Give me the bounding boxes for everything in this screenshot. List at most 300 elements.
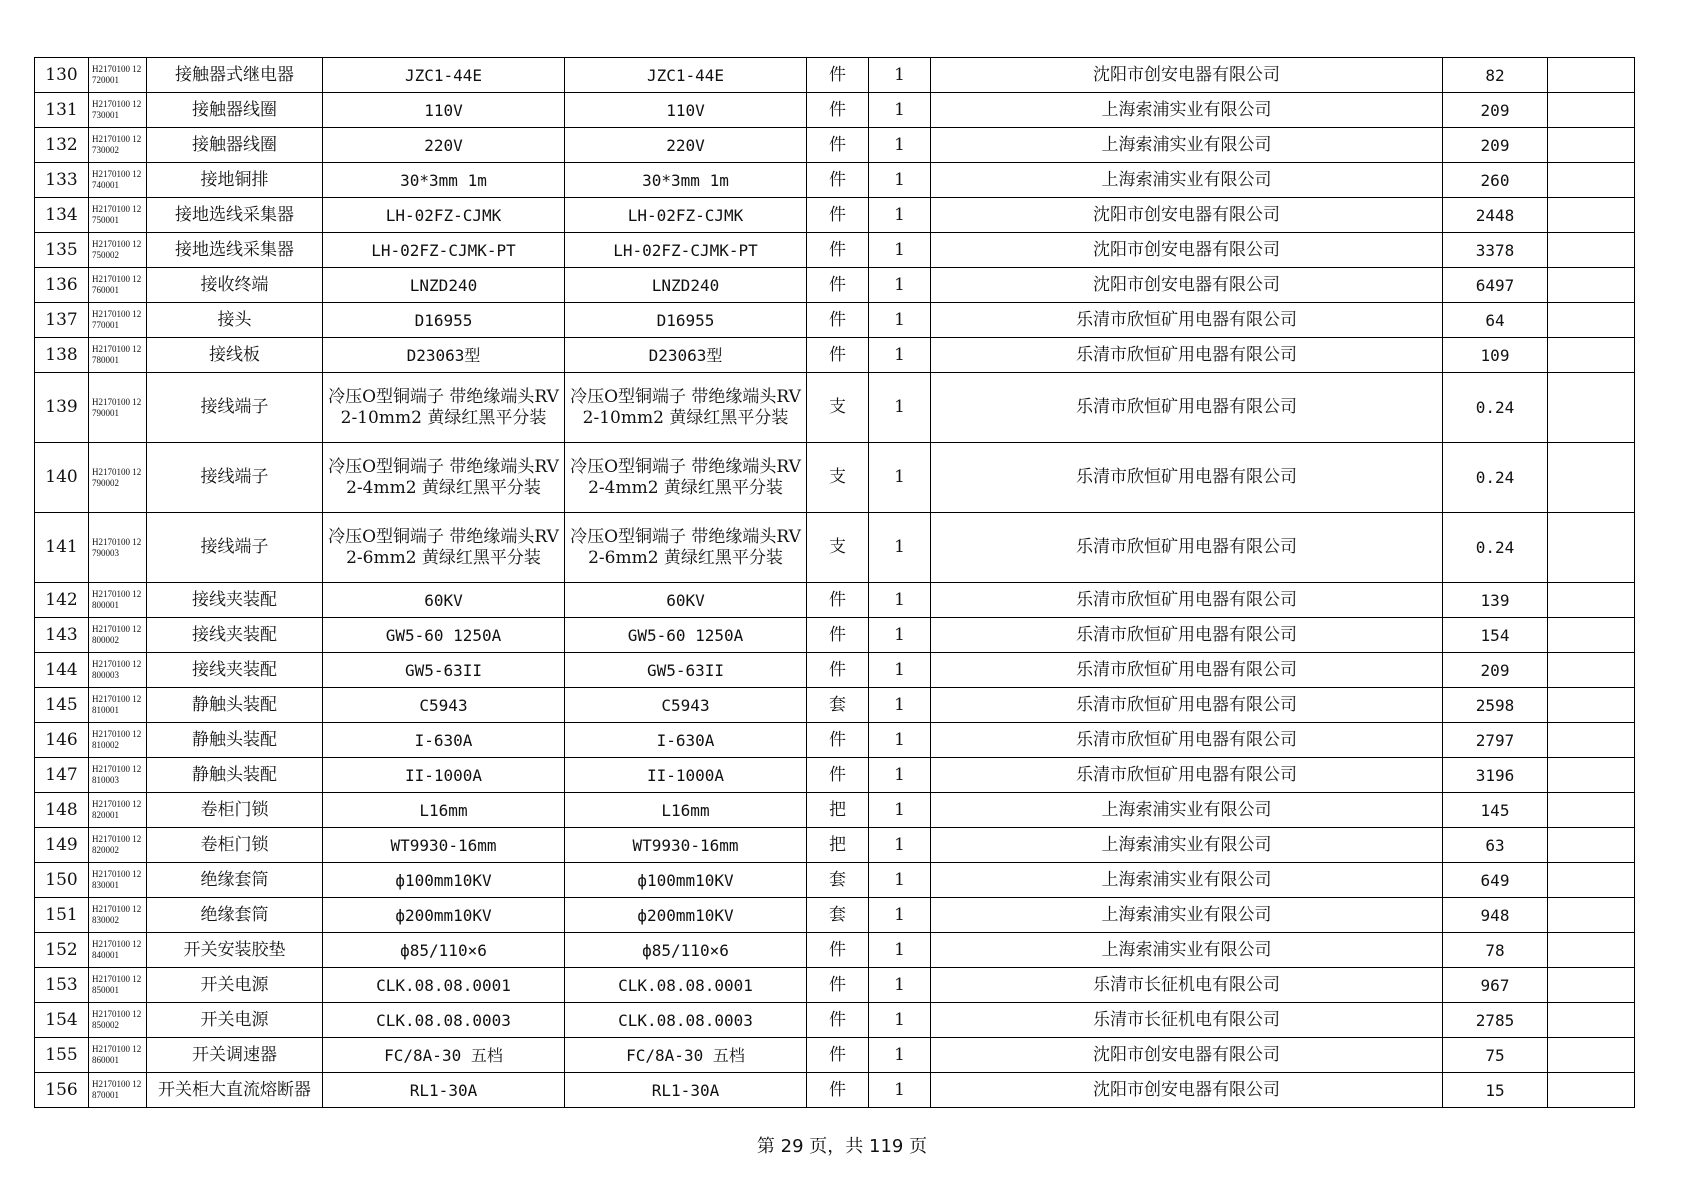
item-unit: 把 <box>807 828 869 863</box>
item-price: 948 <box>1443 898 1548 933</box>
table-row <box>35 1003 1635 1038</box>
table-row <box>35 128 1635 163</box>
item-note <box>1548 93 1635 128</box>
item-name: 开关安装胶垫 <box>147 933 323 968</box>
item-supplier: 上海索浦实业有限公司 <box>931 863 1443 898</box>
item-qty: 1 <box>869 268 931 303</box>
item-code: H2170100 12790001 <box>89 373 147 443</box>
item-qty: 1 <box>869 968 931 1003</box>
item-unit: 件 <box>807 1003 869 1038</box>
item-note <box>1548 268 1635 303</box>
item-price: 109 <box>1443 338 1548 373</box>
item-code: H2170100 12750001 <box>89 198 147 233</box>
item-price: 0.24 <box>1443 373 1548 443</box>
item-price: 0.24 <box>1443 513 1548 583</box>
row-number: 153 <box>35 968 89 1003</box>
item-price: 145 <box>1443 793 1548 828</box>
item-unit: 件 <box>807 758 869 793</box>
item-model: 110V <box>565 93 807 128</box>
item-spec: LNZD240 <box>323 268 565 303</box>
item-supplier: 沈阳市创安电器有限公司 <box>931 233 1443 268</box>
item-name: 绝缘套筒 <box>147 863 323 898</box>
item-code: H2170100 12760001 <box>89 268 147 303</box>
item-qty: 1 <box>869 583 931 618</box>
item-name: 静触头装配 <box>147 688 323 723</box>
item-model: GW5-60 1250A <box>565 618 807 653</box>
item-name: 卷柜门锁 <box>147 793 323 828</box>
item-note <box>1548 198 1635 233</box>
row-number: 143 <box>35 618 89 653</box>
item-spec: GW5-60 1250A <box>323 618 565 653</box>
item-note <box>1548 793 1635 828</box>
item-code: H2170100 12790003 <box>89 513 147 583</box>
item-model: D16955 <box>565 303 807 338</box>
item-name: 卷柜门锁 <box>147 828 323 863</box>
item-note <box>1548 688 1635 723</box>
item-unit: 件 <box>807 163 869 198</box>
item-note <box>1548 58 1635 93</box>
item-qty: 1 <box>869 1073 931 1108</box>
item-unit: 件 <box>807 933 869 968</box>
table-row <box>35 758 1635 793</box>
item-spec: 220V <box>323 128 565 163</box>
item-qty: 1 <box>869 1038 931 1073</box>
item-unit: 件 <box>807 968 869 1003</box>
row-number: 138 <box>35 338 89 373</box>
item-spec: 60KV <box>323 583 565 618</box>
row-number: 141 <box>35 513 89 583</box>
item-unit: 件 <box>807 723 869 758</box>
item-code: H2170100 12750002 <box>89 233 147 268</box>
item-note <box>1548 338 1635 373</box>
item-name: 接收终端 <box>147 268 323 303</box>
item-note <box>1548 898 1635 933</box>
item-spec: 冷压O型铜端子 带绝缘端头RV2-4mm2 黄绿红黑平分装 <box>323 443 565 513</box>
total-pages: 119 <box>869 1136 904 1157</box>
item-model: ф100mm10KV <box>565 863 807 898</box>
item-supplier: 乐清市欣恒矿用电器有限公司 <box>931 373 1443 443</box>
item-qty: 1 <box>869 128 931 163</box>
item-code: H2170100 12790002 <box>89 443 147 513</box>
item-supplier: 乐清市长征机电有限公司 <box>931 968 1443 1003</box>
item-price: 3196 <box>1443 758 1548 793</box>
item-price: 2785 <box>1443 1003 1548 1038</box>
item-model: 30*3mm 1m <box>565 163 807 198</box>
table-row <box>35 723 1635 758</box>
item-spec: FC/8A-30 五档 <box>323 1038 565 1073</box>
item-code: H2170100 12860001 <box>89 1038 147 1073</box>
item-name: 接线板 <box>147 338 323 373</box>
item-supplier: 乐清市欣恒矿用电器有限公司 <box>931 303 1443 338</box>
item-code: H2170100 12830002 <box>89 898 147 933</box>
item-spec: JZC1-44E <box>323 58 565 93</box>
item-name: 接线夹装配 <box>147 653 323 688</box>
item-name: 开关调速器 <box>147 1038 323 1073</box>
item-note <box>1548 303 1635 338</box>
table-row <box>35 863 1635 898</box>
item-name: 开关柜大直流熔断器 <box>147 1073 323 1108</box>
item-model: LNZD240 <box>565 268 807 303</box>
table-row <box>35 163 1635 198</box>
item-code: H2170100 12810002 <box>89 723 147 758</box>
item-code: H2170100 12770001 <box>89 303 147 338</box>
row-number: 135 <box>35 233 89 268</box>
item-supplier: 上海索浦实业有限公司 <box>931 933 1443 968</box>
item-supplier: 沈阳市创安电器有限公司 <box>931 1038 1443 1073</box>
item-qty: 1 <box>869 373 931 443</box>
item-name: 静触头装配 <box>147 723 323 758</box>
item-model: C5943 <box>565 688 807 723</box>
item-unit: 套 <box>807 688 869 723</box>
item-price: 967 <box>1443 968 1548 1003</box>
item-price: 3378 <box>1443 233 1548 268</box>
table-row <box>35 268 1635 303</box>
footer-suffix: 页 <box>909 1136 928 1157</box>
item-model: CLK.08.08.0001 <box>565 968 807 1003</box>
footer-prefix: 第 <box>756 1136 775 1157</box>
item-name: 开关电源 <box>147 1003 323 1038</box>
item-name: 开关电源 <box>147 968 323 1003</box>
item-qty: 1 <box>869 338 931 373</box>
item-code: H2170100 12780001 <box>89 338 147 373</box>
item-name: 绝缘套筒 <box>147 898 323 933</box>
table-row <box>35 828 1635 863</box>
item-code: H2170100 12850002 <box>89 1003 147 1038</box>
row-number: 144 <box>35 653 89 688</box>
item-model: L16mm <box>565 793 807 828</box>
item-qty: 1 <box>869 513 931 583</box>
item-qty: 1 <box>869 93 931 128</box>
item-model: ф85/110×6 <box>565 933 807 968</box>
page-footer <box>0 1132 1684 1158</box>
row-number: 139 <box>35 373 89 443</box>
item-spec: ф85/110×6 <box>323 933 565 968</box>
row-number: 149 <box>35 828 89 863</box>
item-supplier: 沈阳市创安电器有限公司 <box>931 198 1443 233</box>
item-model: 冷压O型铜端子 带绝缘端头RV2-6mm2 黄绿红黑平分装 <box>565 513 807 583</box>
item-note <box>1548 1038 1635 1073</box>
item-note <box>1548 233 1635 268</box>
item-price: 260 <box>1443 163 1548 198</box>
item-model: 冷压O型铜端子 带绝缘端头RV2-10mm2 黄绿红黑平分装 <box>565 373 807 443</box>
item-code: H2170100 12830001 <box>89 863 147 898</box>
item-spec: D23063型 <box>323 338 565 373</box>
item-code: H2170100 12810003 <box>89 758 147 793</box>
row-number: 156 <box>35 1073 89 1108</box>
item-code: H2170100 12730002 <box>89 128 147 163</box>
item-qty: 1 <box>869 443 931 513</box>
item-unit: 支 <box>807 373 869 443</box>
item-spec: 30*3mm 1m <box>323 163 565 198</box>
item-price: 2598 <box>1443 688 1548 723</box>
item-spec: ф200mm10KV <box>323 898 565 933</box>
item-supplier: 乐清市长征机电有限公司 <box>931 1003 1443 1038</box>
item-code: H2170100 12800002 <box>89 618 147 653</box>
item-model: ф200mm10KV <box>565 898 807 933</box>
item-unit: 件 <box>807 653 869 688</box>
table-row <box>35 373 1635 443</box>
item-unit: 套 <box>807 863 869 898</box>
item-note <box>1548 373 1635 443</box>
item-model: 60KV <box>565 583 807 618</box>
item-code: H2170100 12820001 <box>89 793 147 828</box>
row-number: 142 <box>35 583 89 618</box>
item-unit: 支 <box>807 443 869 513</box>
item-code: H2170100 12850001 <box>89 968 147 1003</box>
row-number: 151 <box>35 898 89 933</box>
item-code: H2170100 12730001 <box>89 93 147 128</box>
item-price: 63 <box>1443 828 1548 863</box>
item-supplier: 上海索浦实业有限公司 <box>931 828 1443 863</box>
row-number: 148 <box>35 793 89 828</box>
item-spec: 冷压O型铜端子 带绝缘端头RV2-6mm2 黄绿红黑平分装 <box>323 513 565 583</box>
item-spec: I-630A <box>323 723 565 758</box>
item-price: 64 <box>1443 303 1548 338</box>
row-number: 146 <box>35 723 89 758</box>
row-number: 134 <box>35 198 89 233</box>
item-note <box>1548 128 1635 163</box>
item-unit: 件 <box>807 583 869 618</box>
item-qty: 1 <box>869 793 931 828</box>
item-unit: 件 <box>807 198 869 233</box>
item-code: H2170100 12800001 <box>89 583 147 618</box>
item-unit: 件 <box>807 128 869 163</box>
item-name: 静触头装配 <box>147 758 323 793</box>
item-qty: 1 <box>869 198 931 233</box>
item-note <box>1548 653 1635 688</box>
item-qty: 1 <box>869 653 931 688</box>
item-supplier: 沈阳市创安电器有限公司 <box>931 1073 1443 1108</box>
item-name: 接线端子 <box>147 513 323 583</box>
item-model: FC/8A-30 五档 <box>565 1038 807 1073</box>
item-qty: 1 <box>869 233 931 268</box>
table-row <box>35 513 1635 583</box>
item-note <box>1548 968 1635 1003</box>
item-name: 接触器线圈 <box>147 128 323 163</box>
item-note <box>1548 758 1635 793</box>
item-supplier: 上海索浦实业有限公司 <box>931 793 1443 828</box>
item-unit: 把 <box>807 793 869 828</box>
row-number: 137 <box>35 303 89 338</box>
table-row <box>35 968 1635 1003</box>
item-note <box>1548 723 1635 758</box>
item-name: 接地铜排 <box>147 163 323 198</box>
item-price: 2448 <box>1443 198 1548 233</box>
item-spec: GW5-63II <box>323 653 565 688</box>
row-number: 136 <box>35 268 89 303</box>
item-model: 220V <box>565 128 807 163</box>
item-spec: WT9930-16mm <box>323 828 565 863</box>
item-price: 649 <box>1443 863 1548 898</box>
item-price: 82 <box>1443 58 1548 93</box>
item-supplier: 乐清市欣恒矿用电器有限公司 <box>931 583 1443 618</box>
item-name: 接地选线采集器 <box>147 233 323 268</box>
item-code: H2170100 12800003 <box>89 653 147 688</box>
item-spec: C5943 <box>323 688 565 723</box>
item-model: WT9930-16mm <box>565 828 807 863</box>
item-supplier: 上海索浦实业有限公司 <box>931 163 1443 198</box>
item-name: 接触器式继电器 <box>147 58 323 93</box>
item-qty: 1 <box>869 58 931 93</box>
table-row <box>35 898 1635 933</box>
table-row <box>35 653 1635 688</box>
item-qty: 1 <box>869 933 931 968</box>
item-price: 0.24 <box>1443 443 1548 513</box>
item-name: 接线端子 <box>147 373 323 443</box>
parts-table <box>34 57 1635 1108</box>
item-name: 接线夹装配 <box>147 583 323 618</box>
item-qty: 1 <box>869 163 931 198</box>
item-supplier: 上海索浦实业有限公司 <box>931 898 1443 933</box>
item-model: D23063型 <box>565 338 807 373</box>
table-row <box>35 233 1635 268</box>
item-qty: 1 <box>869 828 931 863</box>
item-price: 6497 <box>1443 268 1548 303</box>
item-spec: CLK.08.08.0001 <box>323 968 565 1003</box>
item-code: H2170100 12840001 <box>89 933 147 968</box>
row-number: 154 <box>35 1003 89 1038</box>
row-number: 132 <box>35 128 89 163</box>
item-spec: 冷压O型铜端子 带绝缘端头RV2-10mm2 黄绿红黑平分装 <box>323 373 565 443</box>
current-page: 29 <box>780 1136 804 1157</box>
item-unit: 件 <box>807 268 869 303</box>
row-number: 140 <box>35 443 89 513</box>
item-model: RL1-30A <box>565 1073 807 1108</box>
item-supplier: 乐清市欣恒矿用电器有限公司 <box>931 758 1443 793</box>
item-model: GW5-63II <box>565 653 807 688</box>
item-supplier: 上海索浦实业有限公司 <box>931 93 1443 128</box>
row-number: 131 <box>35 93 89 128</box>
item-supplier: 乐清市欣恒矿用电器有限公司 <box>931 513 1443 583</box>
item-unit: 套 <box>807 898 869 933</box>
item-code: H2170100 12720001 <box>89 58 147 93</box>
item-supplier: 沈阳市创安电器有限公司 <box>931 268 1443 303</box>
item-qty: 1 <box>869 898 931 933</box>
item-supplier: 乐清市欣恒矿用电器有限公司 <box>931 443 1443 513</box>
item-note <box>1548 863 1635 898</box>
item-qty: 1 <box>869 303 931 338</box>
item-price: 209 <box>1443 653 1548 688</box>
item-price: 209 <box>1443 128 1548 163</box>
row-number: 155 <box>35 1038 89 1073</box>
table-row <box>35 688 1635 723</box>
item-code: H2170100 12820002 <box>89 828 147 863</box>
item-model: CLK.08.08.0003 <box>565 1003 807 1038</box>
table-row <box>35 933 1635 968</box>
item-price: 15 <box>1443 1073 1548 1108</box>
item-note <box>1548 618 1635 653</box>
item-supplier: 乐清市欣恒矿用电器有限公司 <box>931 688 1443 723</box>
item-name: 接线夹装配 <box>147 618 323 653</box>
table-row <box>35 793 1635 828</box>
table-row <box>35 93 1635 128</box>
table-row <box>35 1038 1635 1073</box>
item-spec: LH-02FZ-CJMK <box>323 198 565 233</box>
item-supplier: 乐清市欣恒矿用电器有限公司 <box>931 653 1443 688</box>
item-price: 154 <box>1443 618 1548 653</box>
item-note <box>1548 933 1635 968</box>
item-spec: L16mm <box>323 793 565 828</box>
item-supplier: 沈阳市创安电器有限公司 <box>931 58 1443 93</box>
item-name: 接触器线圈 <box>147 93 323 128</box>
item-price: 78 <box>1443 933 1548 968</box>
item-price: 139 <box>1443 583 1548 618</box>
item-supplier: 上海索浦实业有限公司 <box>931 128 1443 163</box>
item-name: 接线端子 <box>147 443 323 513</box>
item-unit: 支 <box>807 513 869 583</box>
item-note <box>1548 583 1635 618</box>
table-row <box>35 198 1635 233</box>
item-unit: 件 <box>807 303 869 338</box>
row-number: 145 <box>35 688 89 723</box>
item-note <box>1548 828 1635 863</box>
item-unit: 件 <box>807 58 869 93</box>
table-row <box>35 58 1635 93</box>
item-unit: 件 <box>807 1038 869 1073</box>
item-qty: 1 <box>869 688 931 723</box>
item-qty: 1 <box>869 618 931 653</box>
item-model: II-1000A <box>565 758 807 793</box>
row-number: 150 <box>35 863 89 898</box>
item-supplier: 乐清市欣恒矿用电器有限公司 <box>931 338 1443 373</box>
row-number: 133 <box>35 163 89 198</box>
table-row <box>35 338 1635 373</box>
item-supplier: 乐清市欣恒矿用电器有限公司 <box>931 618 1443 653</box>
item-spec: CLK.08.08.0003 <box>323 1003 565 1038</box>
table-row <box>35 583 1635 618</box>
item-note <box>1548 163 1635 198</box>
item-supplier: 乐清市欣恒矿用电器有限公司 <box>931 723 1443 758</box>
item-spec: D16955 <box>323 303 565 338</box>
item-name: 接头 <box>147 303 323 338</box>
item-model: I-630A <box>565 723 807 758</box>
item-spec: 110V <box>323 93 565 128</box>
item-note <box>1548 513 1635 583</box>
item-spec: LH-02FZ-CJMK-PT <box>323 233 565 268</box>
item-spec: ф100mm10KV <box>323 863 565 898</box>
item-note <box>1548 1003 1635 1038</box>
item-price: 75 <box>1443 1038 1548 1073</box>
item-name: 接地选线采集器 <box>147 198 323 233</box>
item-qty: 1 <box>869 863 931 898</box>
item-note <box>1548 1073 1635 1108</box>
footer-middle: 页，共 <box>809 1136 864 1157</box>
item-qty: 1 <box>869 758 931 793</box>
item-spec: II-1000A <box>323 758 565 793</box>
row-number: 147 <box>35 758 89 793</box>
item-note <box>1548 443 1635 513</box>
item-price: 209 <box>1443 93 1548 128</box>
item-qty: 1 <box>869 1003 931 1038</box>
item-unit: 件 <box>807 93 869 128</box>
item-unit: 件 <box>807 618 869 653</box>
item-price: 2797 <box>1443 723 1548 758</box>
row-number: 130 <box>35 58 89 93</box>
item-spec: RL1-30A <box>323 1073 565 1108</box>
item-unit: 件 <box>807 338 869 373</box>
item-code: H2170100 12740001 <box>89 163 147 198</box>
item-qty: 1 <box>869 723 931 758</box>
table-row <box>35 443 1635 513</box>
item-code: H2170100 12810001 <box>89 688 147 723</box>
item-model: LH-02FZ-CJMK-PT <box>565 233 807 268</box>
table-row <box>35 618 1635 653</box>
item-model: LH-02FZ-CJMK <box>565 198 807 233</box>
item-code: H2170100 12870001 <box>89 1073 147 1108</box>
row-number: 152 <box>35 933 89 968</box>
item-model: 冷压O型铜端子 带绝缘端头RV2-4mm2 黄绿红黑平分装 <box>565 443 807 513</box>
item-unit: 件 <box>807 233 869 268</box>
